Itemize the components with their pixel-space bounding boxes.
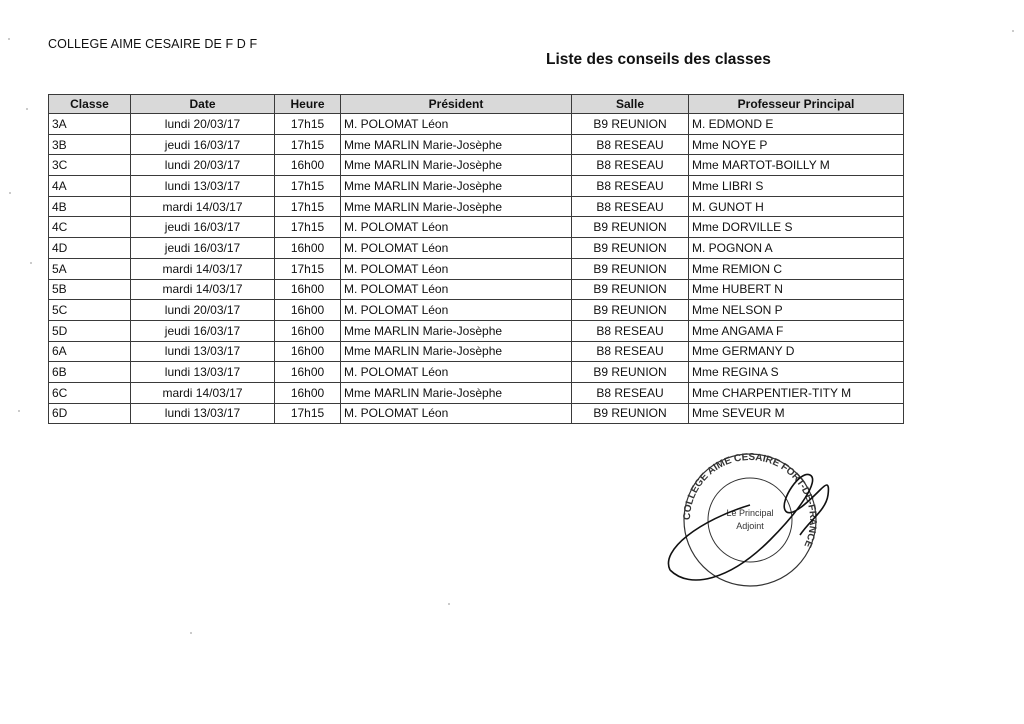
cell-heure: 17h15 [275,114,341,135]
table-row [49,155,904,176]
cell-salle: B9 REUNION [572,217,689,238]
cell-heure: 17h15 [275,196,341,217]
table-row [49,176,904,197]
table-row [49,279,904,300]
table-row [49,382,904,403]
cell-president: Mme MARLIN Marie-Josèphe [341,134,572,155]
cell-salle: B8 RESEAU [572,320,689,341]
cell-classe: 4A [49,176,131,197]
cell-heure: 17h15 [275,403,341,424]
cell-classe: 6C [49,382,131,403]
page-title: Liste des conseils des classes [546,51,771,68]
cell-date: lundi 13/03/17 [131,176,275,197]
cell-heure: 17h15 [275,134,341,155]
cell-president: Mme MARLIN Marie-Josèphe [341,341,572,362]
cell-professeur: Mme NELSON P [689,300,904,321]
cell-date: jeudi 16/03/17 [131,134,275,155]
cell-date: mardi 14/03/17 [131,196,275,217]
col-header-professeur: Professeur Principal [689,95,904,114]
stamp-ring-text: COLLEGE AIME CESAIRE FORT-DE-FRANCE [681,451,819,549]
col-header-date: Date [131,95,275,114]
cell-classe: 3A [49,114,131,135]
cell-heure: 16h00 [275,362,341,383]
cell-classe: 3B [49,134,131,155]
cell-date: lundi 13/03/17 [131,403,275,424]
cell-heure: 16h00 [275,320,341,341]
cell-president: M. POLOMAT Léon [341,217,572,238]
cell-salle: B9 REUNION [572,238,689,259]
cell-professeur: Mme NOYE P [689,134,904,155]
cell-professeur: Mme CHARPENTIER-TITY M [689,382,904,403]
scan-speck [8,38,10,40]
cell-heure: 17h15 [275,258,341,279]
cell-president: Mme MARLIN Marie-Josèphe [341,382,572,403]
cell-professeur: Mme DORVILLE S [689,217,904,238]
cell-president: M. POLOMAT Léon [341,279,572,300]
scan-speck [190,632,192,634]
table-row [49,341,904,362]
cell-classe: 6B [49,362,131,383]
school-stamp [660,440,840,600]
cell-salle: B9 REUNION [572,279,689,300]
cell-professeur: Mme REMION C [689,258,904,279]
cell-salle: B8 RESEAU [572,196,689,217]
cell-classe: 4D [49,238,131,259]
cell-heure: 17h15 [275,176,341,197]
cell-professeur: M. EDMOND E [689,114,904,135]
cell-date: lundi 20/03/17 [131,300,275,321]
table-row [49,258,904,279]
table-header-row [49,95,904,114]
cell-president: M. POLOMAT Léon [341,238,572,259]
cell-salle: B9 REUNION [572,362,689,383]
cell-president: M. POLOMAT Léon [341,362,572,383]
table-row [49,362,904,383]
cell-classe: 4B [49,196,131,217]
cell-salle: B8 RESEAU [572,155,689,176]
cell-classe: 6A [49,341,131,362]
table-row [49,217,904,238]
cell-heure: 17h15 [275,217,341,238]
cell-professeur: Mme REGINA S [689,362,904,383]
cell-date: lundi 13/03/17 [131,362,275,383]
table-body [49,114,904,424]
cell-president: M. POLOMAT Léon [341,114,572,135]
cell-classe: 5B [49,279,131,300]
cell-president: M. POLOMAT Léon [341,258,572,279]
cell-professeur: M. POGNON A [689,238,904,259]
cell-professeur: Mme GERMANY D [689,341,904,362]
cell-salle: B9 REUNION [572,114,689,135]
cell-professeur: Mme LIBRI S [689,176,904,197]
cell-heure: 16h00 [275,155,341,176]
cell-president: Mme MARLIN Marie-Josèphe [341,155,572,176]
col-header-heure: Heure [275,95,341,114]
scan-speck [1012,30,1014,32]
scan-speck [26,108,28,110]
col-header-classe: Classe [49,95,131,114]
table-row [49,114,904,135]
cell-president: M. POLOMAT Léon [341,300,572,321]
cell-professeur: Mme ANGAMA F [689,320,904,341]
cell-salle: B8 RESEAU [572,382,689,403]
cell-date: mardi 14/03/17 [131,258,275,279]
cell-heure: 16h00 [275,382,341,403]
cell-date: lundi 20/03/17 [131,114,275,135]
col-header-president: Président [341,95,572,114]
svg-text:COLLEGE AIME CESAIRE FORT-DE-F [682,452,818,549]
table-row [49,196,904,217]
cell-date: mardi 14/03/17 [131,382,275,403]
table-row [49,134,904,155]
cell-classe: 6D [49,403,131,424]
scan-speck [30,262,32,264]
cell-date: lundi 13/03/17 [131,341,275,362]
school-name: COLLEGE AIME CESAIRE DE F D F [48,37,258,51]
cell-professeur: Mme MARTOT-BOILLY M [689,155,904,176]
table-row [49,238,904,259]
cell-salle: B8 RESEAU [572,341,689,362]
cell-salle: B9 REUNION [572,403,689,424]
cell-heure: 16h00 [275,341,341,362]
stamp-center-line2: Adjoint [736,521,764,531]
cell-president: Mme MARLIN Marie-Josèphe [341,320,572,341]
cell-classe: 5C [49,300,131,321]
scan-speck [18,410,20,412]
cell-salle: B8 RESEAU [572,176,689,197]
stamp-center-line1: Le Principal [726,508,774,518]
cell-professeur: Mme HUBERT N [689,279,904,300]
cell-president: Mme MARLIN Marie-Josèphe [341,176,572,197]
cell-date: jeudi 16/03/17 [131,217,275,238]
table-row [49,300,904,321]
cell-classe: 5A [49,258,131,279]
table-row [49,403,904,424]
cell-salle: B9 REUNION [572,258,689,279]
council-table [48,94,904,424]
cell-salle: B9 REUNION [572,300,689,321]
cell-heure: 16h00 [275,238,341,259]
cell-professeur: Mme SEVEUR M [689,403,904,424]
cell-salle: B8 RESEAU [572,134,689,155]
cell-professeur: M. GUNOT H [689,196,904,217]
cell-classe: 4C [49,217,131,238]
scan-speck [9,192,11,194]
col-header-salle: Salle [572,95,689,114]
cell-president: M. POLOMAT Léon [341,403,572,424]
cell-date: jeudi 16/03/17 [131,320,275,341]
table-row [49,320,904,341]
cell-date: lundi 20/03/17 [131,155,275,176]
cell-classe: 5D [49,320,131,341]
cell-date: mardi 14/03/17 [131,279,275,300]
cell-date: jeudi 16/03/17 [131,238,275,259]
cell-heure: 16h00 [275,279,341,300]
scan-speck [448,603,450,605]
cell-classe: 3C [49,155,131,176]
cell-heure: 16h00 [275,300,341,321]
cell-president: Mme MARLIN Marie-Josèphe [341,196,572,217]
